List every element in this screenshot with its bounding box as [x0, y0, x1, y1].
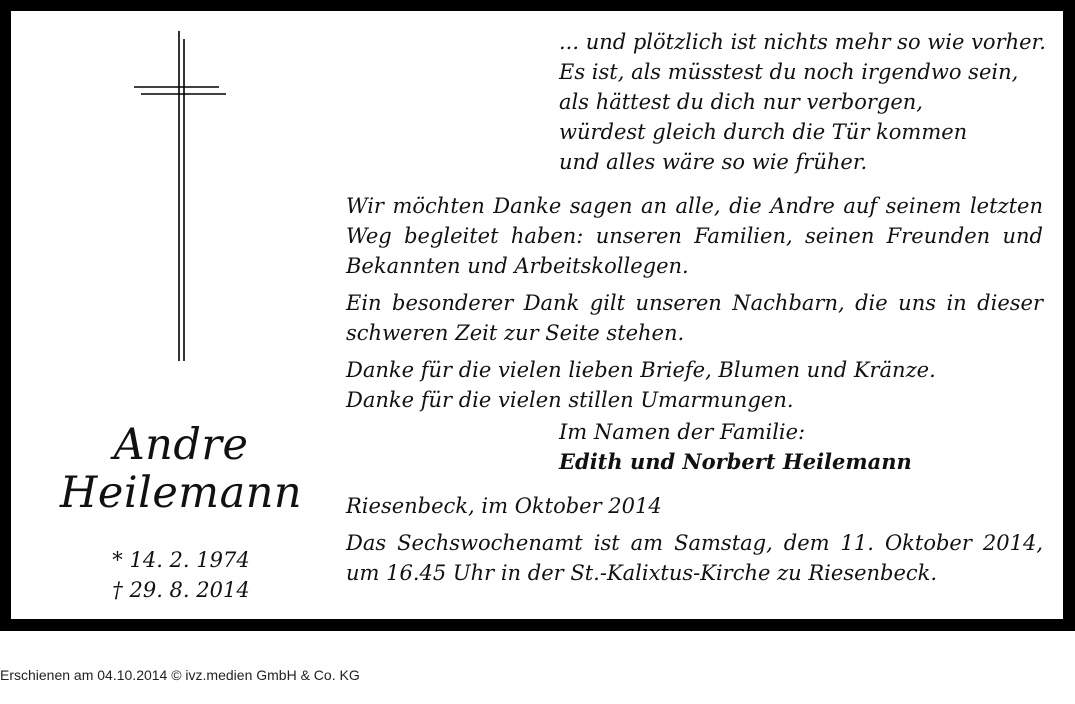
- poem-line: ... und plötzlich ist nichts mehr so wie vorher.: [559, 30, 1046, 54]
- publication-footer: Erschienen am 04.10.2014 © ivz.medien GmbH & Co. KG: [0, 667, 360, 683]
- poem-line: Es ist, als müsstest du noch irgendwo sein,: [559, 60, 1019, 84]
- place-date: Riesenbeck, im Oktober 2014: [346, 494, 662, 518]
- cross-icon: [131, 31, 231, 361]
- deceased-block: [51, 421, 311, 605]
- poem-line: und alles wäre so wie früher.: [559, 150, 868, 174]
- deceased-last-name: Heilemann: [59, 468, 303, 518]
- signature-names: Edith und Norbert Heilemann: [559, 449, 912, 474]
- thanks-paragraph: Ein besonderer Dank gilt unseren Nachbarn, die uns in dieser schweren Zeit zur Seite stehen.: [346, 291, 1043, 345]
- service-notice: Das Sechswochenamt ist am Samstag, dem 11. Oktober 2014, um 16.45 Uhr in der St.-Kalixtus-Kirche zu Riesenbeck.: [346, 531, 1043, 585]
- thanks-paragraph: Wir möchten Danke sagen an alle, die Andre auf seinem letzten Weg begleitet haben: unseren Familien, seinen Freunden und Bekannten und Arbeitskollegen.: [346, 194, 1043, 278]
- poem: [559, 27, 1046, 177]
- obituary-notice: [11, 11, 1063, 619]
- poem-line: als hättest du dich nur verborgen,: [559, 90, 923, 114]
- signature-intro: Im Namen der Familie:: [559, 420, 806, 444]
- birth-date: * 14. 2. 1974: [112, 548, 250, 572]
- thanks-line: Danke für die vielen lieben Briefe, Blumen und Kränze.: [346, 358, 936, 382]
- deceased-first-name: Andre: [113, 420, 249, 470]
- life-dates: [51, 545, 311, 605]
- thanks-text: [346, 191, 1043, 588]
- thanks-line: Danke für die vielen stillen Umarmungen.: [346, 388, 794, 412]
- poem-line: würdest gleich durch die Tür kommen: [559, 120, 968, 144]
- death-date: † 29. 8. 2014: [112, 578, 250, 602]
